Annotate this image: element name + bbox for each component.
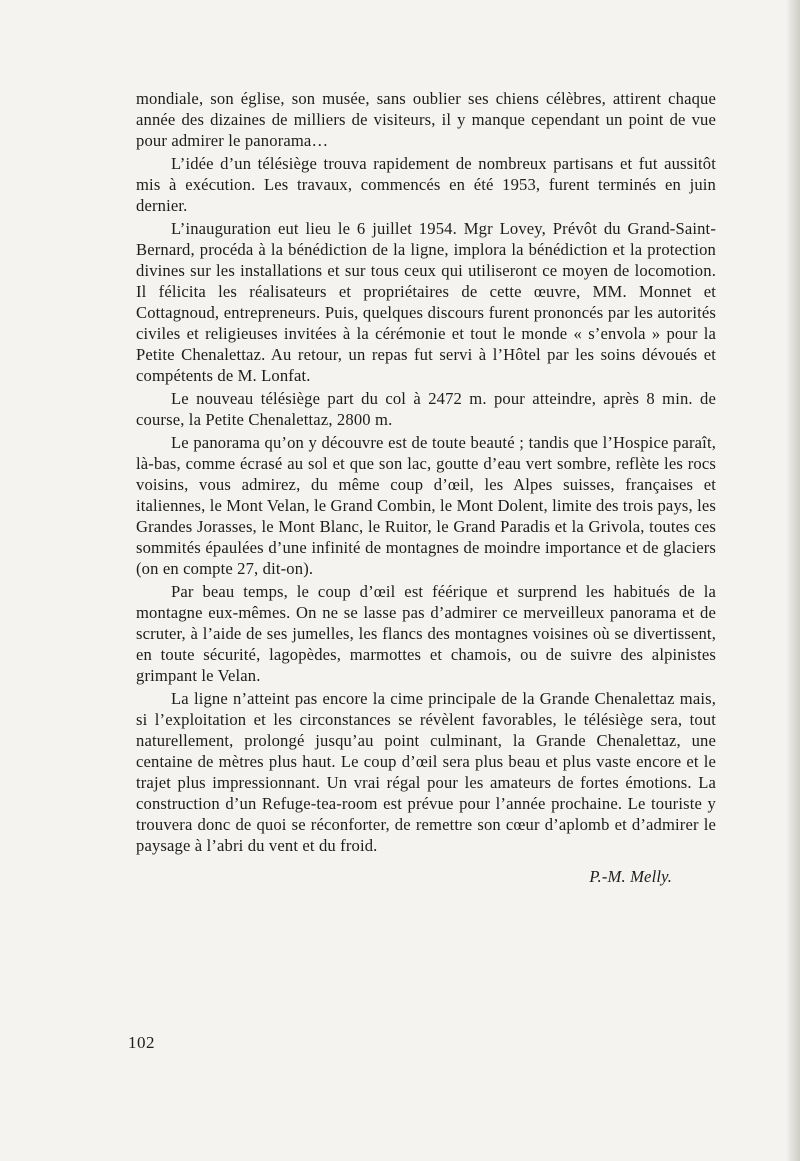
paragraph-1: mondiale, son église, son musée, sans oublier ses chiens célèbres, attirent chaque année des dizaines de milliers de visiteurs, il y manque cependant un point de vue pour admirer le panorama… <box>136 89 716 150</box>
page-number: 102 <box>128 1033 155 1052</box>
paragraph-5: Le panorama qu’on y découvre est de toute beauté ; tandis que l’Hospice paraît, là-bas, comme écrasé au sol et que son lac, goutte d’eau vert sombre, reflète les rocs voisins, vous admirez, du même coup d’œil, les Alpes suisses, françaises et italiennes, le Mont Velan, le Grand Combin, le Mont Dolent, limite des trois pays, les Grandes Jorasses, le Mont Blanc, le Ruitor, le Grand Paradis et la Grivola, toutes ces sommités épaulées d’une infinité de montagnes de moindre importance et de glaciers (on en compte 27, dit-on). <box>136 433 716 578</box>
paragraph-7: La ligne n’atteint pas encore la cime principale de la Grande Chenalettaz mais, si l’exploitation et les circonstances se révèlent favorables, le télésiège sera, tout naturellement, prolongé jusqu’au point culminant, la Grande Chenalettaz, une centaine de mètres plus haut. Le coup d’œil sera plus beau et plus vaste encore et le trajet plus impressionnant. Un vrai régal pour les amateurs de fortes émotions. La construction d’un Refuge-tea-room est prévue pour l’année prochaine. Le touriste y trouvera donc de quoi se réconforter, de remettre son cœur d’aplomb et d’admirer le paysage à l’abri du vent et du froid. <box>136 689 716 855</box>
paragraph-4: Le nouveau télésiège part du col à 2472 m. pour atteindre, après 8 min. de course, la Petite Chenalettaz, 2800 m. <box>136 389 716 429</box>
page-edge-shadow <box>786 0 800 1161</box>
article-body <box>136 88 716 887</box>
paragraph-6: Par beau temps, le coup d’œil est féérique et surprend les habitués de la montagne eux-mêmes. On ne se lasse pas d’admirer ce merveilleux panorama et de scruter, à l’aide de ses jumelles, les flancs des montagnes voisines où se divertissent, en toute sécurité, lagopèdes, marmottes et chamois, ou de suivre des alpinistes grimpant le Velan. <box>136 582 716 685</box>
paragraph-2: L’idée d’un télésiège trouva rapidement de nombreux partisans et fut aussitôt mis à exécution. Les travaux, commencés en été 1953, furent terminés en juin dernier. <box>136 154 716 215</box>
paragraph-3: L’inauguration eut lieu le 6 juillet 1954. Mgr Lovey, Prévôt du Grand-Saint-Bernard, procéda à la bénédiction de la ligne, implora la bénédiction et la protection divines sur les installations et sur tous ceux qui utiliseront ce moyen de locomotion. Il félicita les réalisateurs et propriétaires de cette œuvre, MM. Monnet et Cottagnoud, entrepreneurs. Puis, quelques discours furent prononcés par les autorités civiles et religieuses invitées à la cérémonie et tout le monde « s’envola » pour la Petite Chenalettaz. Au retour, un repas fut servi à l’Hôtel par les soins dévoués et compétents de M. Lonfat. <box>136 219 716 385</box>
author-signature: P.-M. Melly. <box>589 867 672 886</box>
